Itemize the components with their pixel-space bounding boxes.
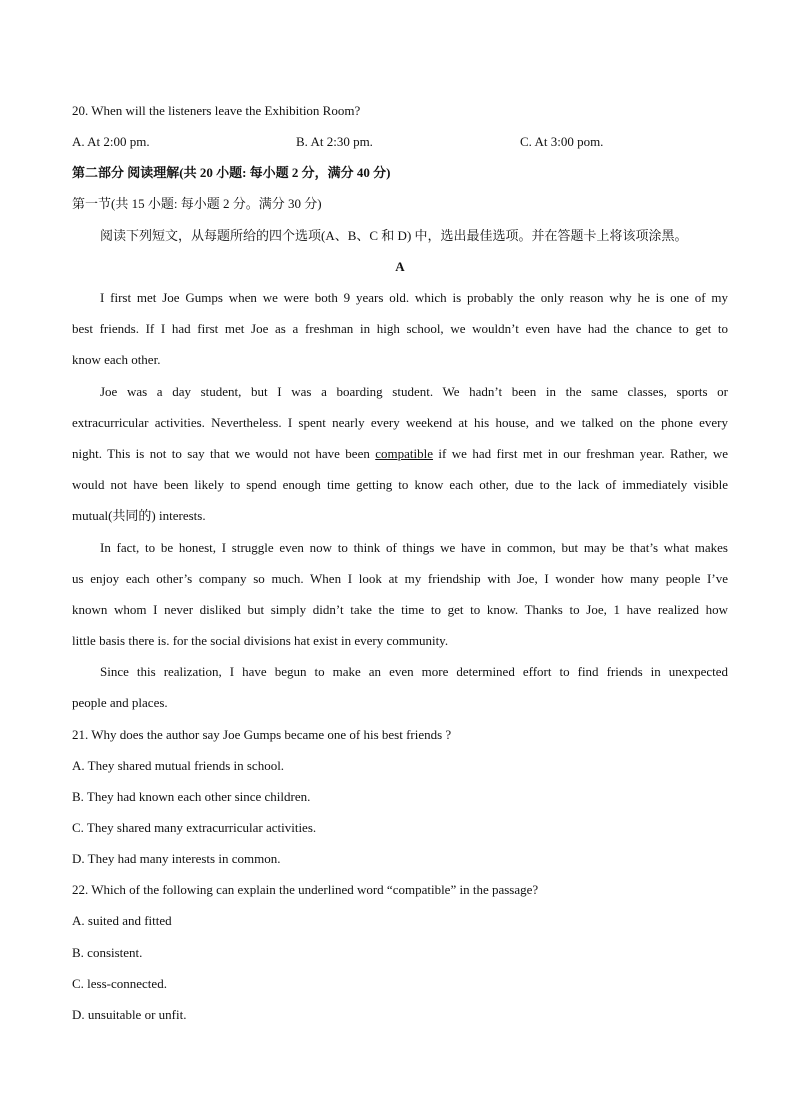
p3-line-1: In fact, to be honest, I struggle even now to think of things we have in common, but may be that’s what makes <box>100 540 728 555</box>
q21-option-a: A. They shared mutual friends in school. <box>72 758 285 773</box>
p2-line-3-end: if we had first met in our freshman year. Rather, we <box>433 446 728 461</box>
q20-option-b: B. At 2:30 pm. <box>296 134 373 149</box>
q20-option-a: A. At 2:00 pm. <box>72 134 150 149</box>
q21-option-b: B. They had known each other since children. <box>72 789 311 804</box>
q22-question: 22. Which of the following can explain the underlined word “compatible” in the passage? <box>72 882 539 897</box>
q22-option-d: D. unsuitable or unfit. <box>72 1007 187 1022</box>
passage-paragraph-2 <box>72 376 728 531</box>
p3-line-3: known whom I never disliked but simply didn’t take the time to get to know. Thanks to Joe, 1 have realized how <box>72 602 728 617</box>
q21-option-d: D. They had many interests in common. <box>72 851 281 866</box>
q21-question: 21. Why does the author say Joe Gumps became one of his best friends ? <box>72 727 452 742</box>
passage-paragraph-4 <box>72 656 728 718</box>
instruction: 阅读下列短文，从每题所给的四个选项(A、B、C 和 D) 中，选出最佳选项。并在答题卡上将该项涂黑。 <box>100 228 688 243</box>
q20-question: 20. When will the listeners leave the Exhibition Room? <box>72 103 361 118</box>
p1-line-1: I first met Joe Gumps when we were both 9 years old. which is probably the only reason why he is one of my <box>100 290 728 305</box>
p4-line-2: people and places. <box>72 695 168 710</box>
section1-heading: 第一节(共 15 小题: 每小题 2 分。满分 30 分) <box>72 196 322 211</box>
passage-label: A <box>395 259 405 274</box>
passage-paragraph-3 <box>72 532 728 656</box>
q22-option-c: C. less-connected. <box>72 976 167 991</box>
p2-line-3 <box>72 438 728 469</box>
p1-line-3: know each other. <box>72 352 161 367</box>
p2-line-1: Joe was a day student, but I was a boarding student. We hadn’t been in the same classes, sports or <box>100 384 728 399</box>
p3-line-2: us enjoy each other’s company so much. When I look at my friendship with Joe, I wonder how many people I’ve <box>72 571 728 586</box>
p2-line-5: mutual(共同的) interests. <box>72 508 206 523</box>
q20-options <box>72 134 728 150</box>
p2-line-4: would not have been likely to spend enough time getting to know each other, due to the lack of immediately visible <box>72 477 728 492</box>
underlined-word-compatible: compatible <box>375 446 434 461</box>
part2-heading: 第二部分 阅读理解(共 20 小题: 每小题 2 分，满分 40 分) <box>72 165 391 180</box>
q20-option-c: C. At 3:00 pom. <box>520 134 604 149</box>
q21-option-c: C. They shared many extracurricular activities. <box>72 820 317 835</box>
p2-line-3-start: night. This is not to say that we would not have been <box>72 446 376 461</box>
p1-line-2: best friends. If I had first met Joe as a freshman in high school, we wouldn’t even have had the chance to get to <box>72 321 728 336</box>
p2-line-2: extracurricular activities. Nevertheless. I spent nearly every weekend at his house, and we talked on the phone every <box>72 415 728 430</box>
q22-option-b: B. consistent. <box>72 945 143 960</box>
q22-option-a: A. suited and fitted <box>72 913 172 928</box>
passage-paragraph-1 <box>72 282 728 375</box>
p3-line-4: little basis there is. for the social divisions hat exist in every community. <box>72 633 449 648</box>
p4-line-1: Since this realization, I have begun to make an even more determined effort to find friends in unexpected <box>100 664 728 679</box>
